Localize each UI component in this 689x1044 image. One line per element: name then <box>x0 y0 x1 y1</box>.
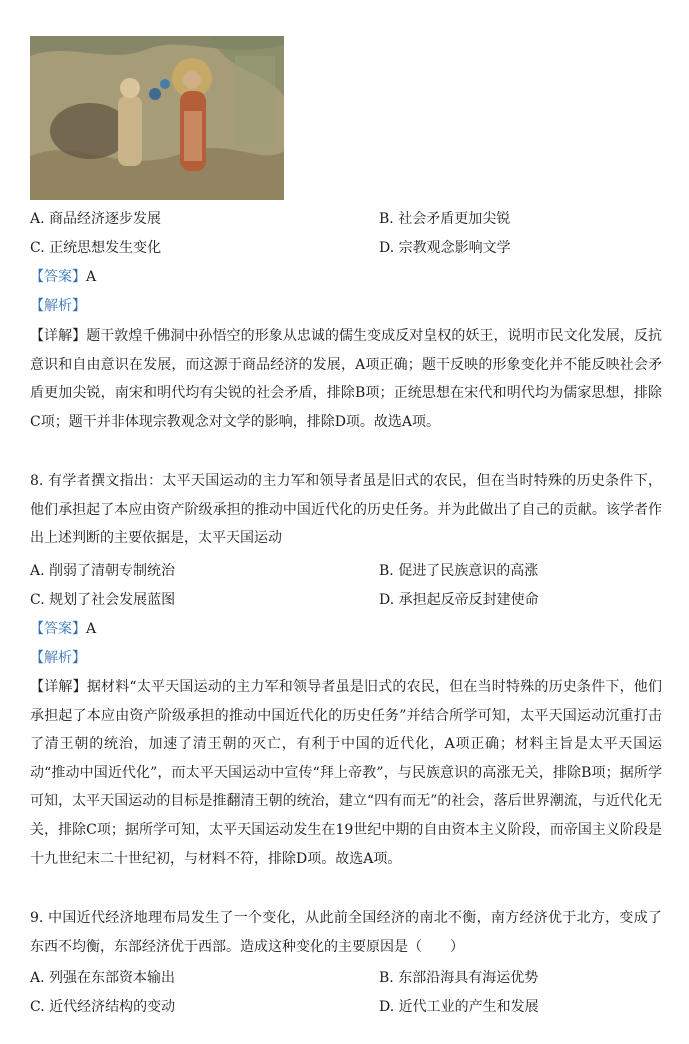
q8-option-d: D. 承担起反帝反封建使命 <box>379 592 539 608</box>
q8-analysis-tag: 【解析】 <box>30 650 86 666</box>
q8-option-c: C. 规划了社会发展蓝图 <box>30 592 176 608</box>
q8-detail: 【详解】据材料“太平天国运动的主力军和领导者虽是旧式的农民，但在当时特殊的历史条件下，他们承担起了本应由资产阶级承担的推动中国近代化的历史任务”并结合所学可知，太平天国运动沉重打击了清王朝的统治，加速了清王朝的灭亡，有利于中国的近代化，A项正确；材料主旨是太平天国运动“推动中国近代化”，而太平天国运动中宣传“拜上帝教”，与民族意识的高涨无关，排除B项；据所学可知，太平天国运动的目标是推翻清王朝的统治，建立“四有而无”的社会，落后世界潮流，与近代化无关，排除C项；据所学可知，太平天国运动发生在19世纪中期的自由资本主义阶段，而帝国主义阶段是十九世纪末二十世纪初，与材料不符，排除D项。故选A项。 <box>30 679 663 867</box>
q9-option-a: A. 列强在东部资本输出 <box>30 970 176 986</box>
q9-option-b: B. 东部沿海具有海运优势 <box>379 970 539 986</box>
q9-option-c: C. 近代经济结构的变动 <box>30 999 176 1015</box>
mural-illustration <box>30 36 284 200</box>
q8-option-b: B. 促进了民族意识的高涨 <box>379 563 539 579</box>
q7-option-d: D. 宗教观念影响文学 <box>379 240 511 256</box>
q7-option-c: C. 正统思想发生变化 <box>30 240 162 256</box>
q8-stem: 8. 有学者撰文指出：太平天国运动的主力军和领导者虽是旧式的农民，但在当时特殊的历史条件下，他们承担起了本应由资产阶级承担的推动中国近代化的历史任务。并为此做出了自己的贡献。该学者作出上述判断的主要依据是，太平天国运动 <box>30 473 662 547</box>
q7-analysis-tag: 【解析】 <box>30 298 86 314</box>
q7-option-a: A. 商品经济逐步发展 <box>30 211 162 227</box>
q7-answer: 【答案】A <box>30 269 97 285</box>
q8-answer: 【答案】A <box>30 621 97 637</box>
q9-stem: 9. 中国近代经济地理布局发生了一个变化，从此前全国经济的南北不衡，南方经济优于北方，变成了东西不均衡，东部经济优于西部。造成这种变化的主要原因是（ ） <box>30 910 662 955</box>
q9-option-d: D. 近代工业的产生和发展 <box>379 999 539 1015</box>
q7-option-b: B. 社会矛盾更加尖锐 <box>379 211 511 227</box>
dunhuang-mural-image <box>30 36 284 200</box>
q7-detail: 【详解】题干敦煌千佛洞中孙悟空的形象从忠诚的儒生变成反对皇权的妖王，说明市民文化发展，反抗意识和自由意识在发展，而这源于商品经济的发展，A项正确；题干反映的形象变化并不能反映社会矛盾更加尖锐，南宋和明代均有尖锐的社会矛盾，排除B项；正统思想在宋代和明代均为儒家思想，排除C项；题干并非体现宗教观念对文学的影响，排除D项。故选A项。 <box>30 328 663 430</box>
q8-option-a: A. 削弱了清朝专制统治 <box>30 563 176 579</box>
